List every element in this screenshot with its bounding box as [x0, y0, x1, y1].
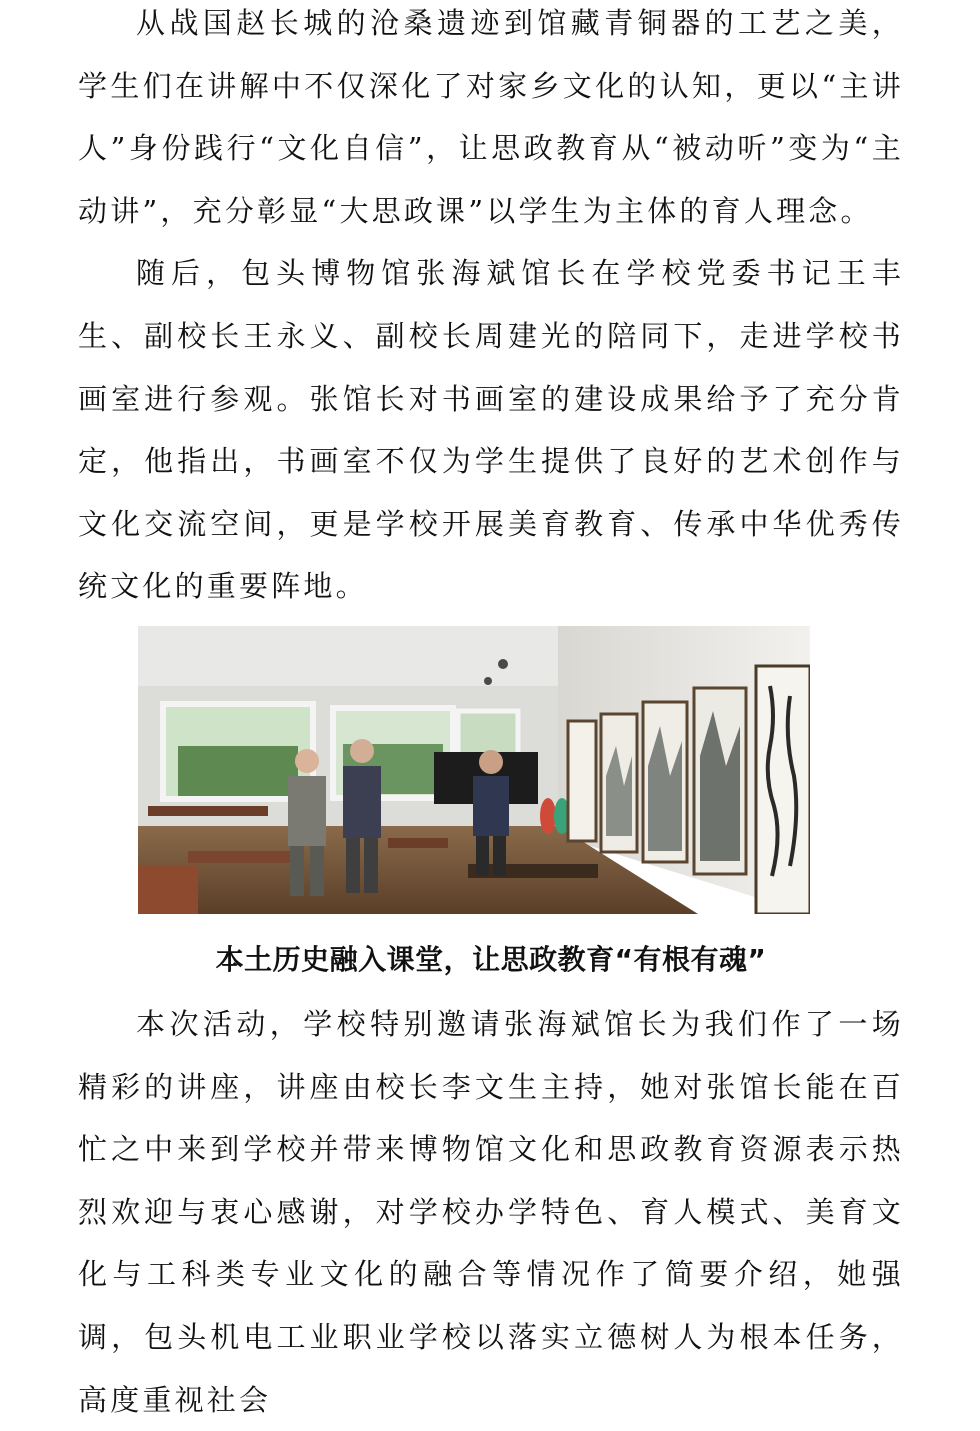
paragraph-2: 随后，包头博物馆张海斌馆长在学校党委书记王丰生、副校长王永义、副校长周建光的陪同下，走进学校书画室进行参观。张馆长对书画室的建设成果给予了充分肯定，他指出，书画室不仅为学生提供了良好的艺术创作与文化交流空间，更是学校开展美育教育、传承中华优秀传统文化的重要阵地。: [78, 256, 904, 604]
document-page: [78, 0, 904, 1417]
section-subheading: 本土历史融入课堂，让思政教育“有根有魂”: [215, 943, 767, 976]
paragraph-3: 本次活动，学校特别邀请张海斌馆长为我们作了一场精彩的讲座，讲座由校长李文生主持，她对张馆长能在百忙之中来到学校并带来博物馆文化和思政教育资源表示热烈欢迎与衷心感谢，对学校办学特色、育人模式、美育文化与工科类专业文化的融合等情况作了简要介绍，她强调，包头机电工业职业学校以落实立德树人为根本任务，高度重视社会: [78, 1007, 904, 1417]
calligraphy-room-photo: [138, 626, 810, 914]
paragraph-1: 从战国赵长城的沧桑遗迹到馆藏青铜器的工艺之美，学生们在讲解中不仅深化了对家乡文化的认知，更以“主讲人”身份践行“文化自信”，让思政教育从“被动听”变为“主动讲”，充分彰显“大思政课”以学生为主体的育人理念。: [78, 6, 904, 228]
